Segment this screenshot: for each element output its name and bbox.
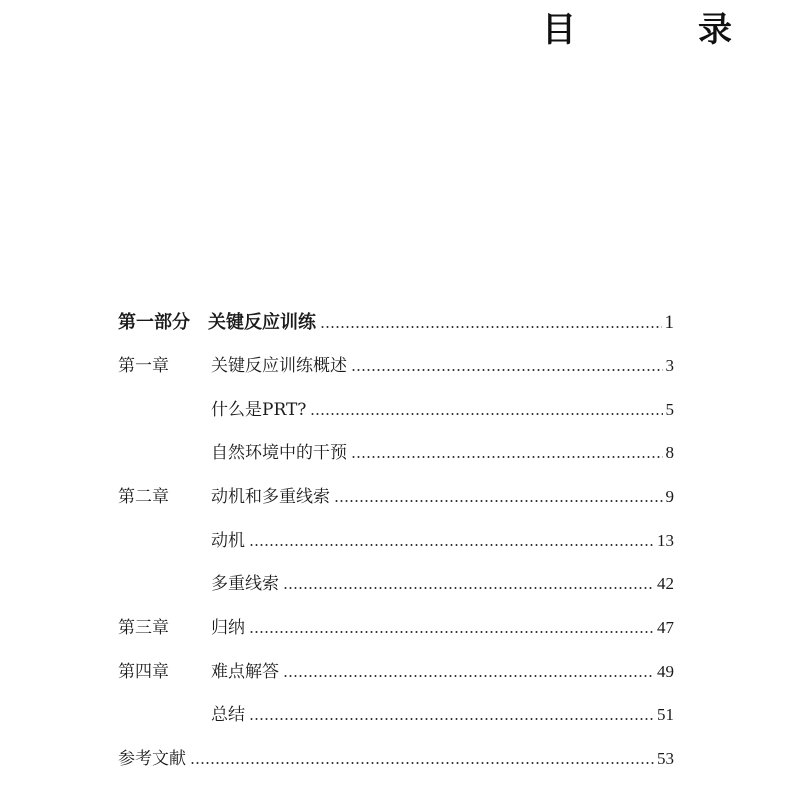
section-title: 多重线索 [211, 574, 279, 594]
toc-entry-part-1[interactable] [118, 310, 674, 336]
chapter-title: 归纳 [211, 618, 245, 638]
page-number: 53 [657, 749, 674, 768]
chapter-label: 第四章 [118, 662, 169, 682]
toc-entry-section-natural-environment[interactable] [118, 440, 674, 466]
dot-leader [351, 456, 663, 458]
dot-leader [249, 544, 654, 546]
toc-entry-references[interactable] [118, 746, 674, 772]
dot-leader [320, 326, 662, 328]
chapter-label: 第三章 [118, 618, 169, 638]
page-number: 9 [665, 487, 674, 506]
section-title: 什么是PRT? [211, 400, 307, 420]
chapter-label: 第一章 [118, 356, 169, 376]
page-number: 8 [665, 443, 674, 462]
page-number: 42 [657, 574, 674, 593]
part-title: 关键反应训练 [208, 312, 316, 333]
section-title: 自然环境中的干预 [211, 443, 347, 463]
chapter-title: 关键反应训练概述 [211, 356, 347, 376]
chapter-title: 动机和多重线索 [211, 487, 330, 507]
toc-entry-section-what-is-prt[interactable] [118, 397, 674, 423]
toc-entry-chapter-3[interactable] [118, 615, 674, 641]
page-number: 5 [665, 400, 674, 419]
page-title: 目 录 [542, 10, 776, 50]
dot-leader [334, 500, 663, 502]
dot-leader [351, 369, 663, 371]
chapter-title: 难点解答 [211, 662, 279, 682]
toc-entry-section-multiple-cues[interactable] [118, 571, 674, 597]
dot-leader [283, 587, 654, 589]
part-label: 第一部分 [118, 312, 190, 333]
toc-entry-section-summary[interactable] [118, 702, 674, 728]
references-title: 参考文献 [118, 749, 186, 769]
dot-leader [249, 718, 654, 720]
dot-leader [310, 413, 662, 415]
section-title: 总结 [211, 705, 245, 725]
page-number: 51 [657, 705, 674, 724]
section-title: 动机 [211, 531, 245, 551]
toc-entry-chapter-2[interactable] [118, 484, 674, 510]
dot-leader [190, 762, 654, 764]
toc-entry-chapter-4[interactable] [118, 659, 674, 685]
chapter-label: 第二章 [118, 487, 169, 507]
page-number: 13 [657, 531, 674, 550]
dot-leader [249, 631, 654, 633]
page-number: 49 [657, 662, 674, 681]
page-number: 47 [657, 618, 674, 637]
page-number: 3 [665, 356, 674, 375]
toc-entry-section-motivation[interactable] [118, 528, 674, 554]
toc-entry-chapter-1[interactable] [118, 353, 674, 379]
dot-leader [283, 675, 654, 677]
page-number: 1 [664, 312, 674, 333]
